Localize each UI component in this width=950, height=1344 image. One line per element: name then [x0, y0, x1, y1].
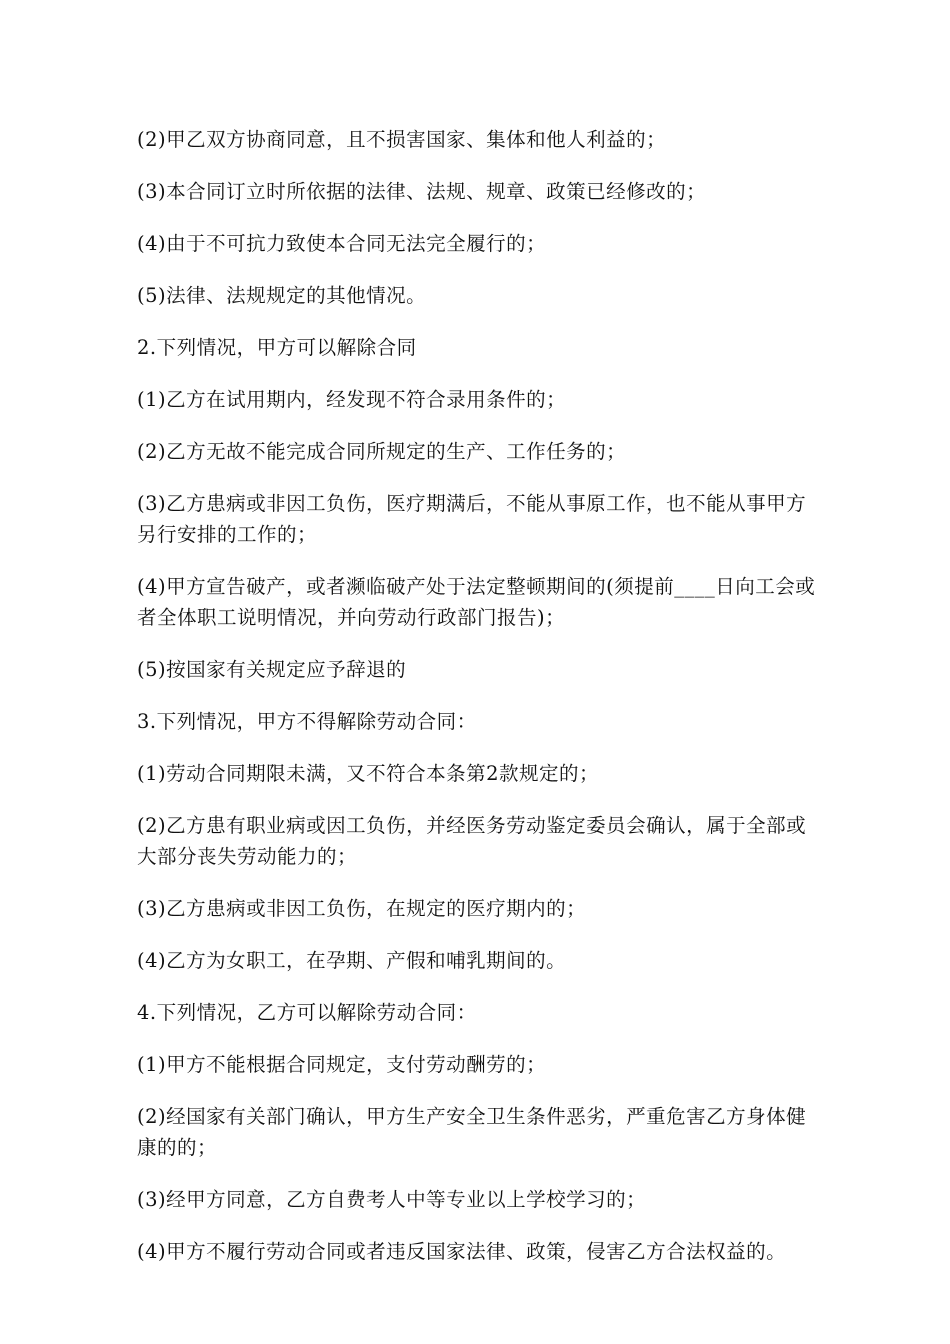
paragraph-clause-2-5: (5)按国家有关规定应予辞退的	[137, 658, 407, 681]
section-heading-4: 4.下列情况，乙方可以解除劳动合同：	[137, 1001, 477, 1024]
paragraph-clause-4-3: (3)经甲方同意，乙方自费考人中等专业以上学校学习的；	[137, 1188, 647, 1211]
paragraph-clause-1-5: (5)法律、法规规定的其他情况。	[137, 284, 427, 307]
paragraph-clause-2-3: (3)乙方患病或非因工负伤，医疗期满后，不能从事原工作，也不能从事甲方另行安排的工作的；	[137, 492, 807, 546]
paragraph-clause-4-2: (2)经国家有关部门确认，甲方生产安全卫生条件恶劣，严重危害乙方身体健康的的；	[137, 1105, 807, 1159]
paragraph-clause-2-2: (2)乙方无故不能完成合同所规定的生产、工作任务的；	[137, 440, 627, 463]
paragraph-clause-1-2: (2)甲乙双方协商同意，且不损害国家、集体和他人利益的；	[137, 128, 667, 151]
paragraph-clause-2-1: (1)乙方在试用期内，经发现不符合录用条件的；	[137, 388, 567, 411]
paragraph-clause-3-1: (1)劳动合同期限未满，又不符合本条第2款规定的；	[137, 762, 600, 785]
document-body	[137, 124, 817, 1288]
paragraph-clause-2-4: (4)甲方宣告破产，或者濒临破产处于法定整顿期间的(须提前____日向工会或者全体职工说明情况，并向劳动行政部门报告)；	[137, 575, 816, 629]
paragraph-clause-3-3: (3)乙方患病或非因工负伤，在规定的医疗期内的；	[137, 897, 587, 920]
paragraph-clause-4-4: (4)甲方不履行劳动合同或者违反国家法律、政策，侵害乙方合法权益的。	[137, 1240, 787, 1263]
paragraph-clause-4-1: (1)甲方不能根据合同规定，支付劳动酬劳的；	[137, 1053, 547, 1076]
paragraph-clause-1-3: (3)本合同订立时所依据的法律、法规、规章、政策已经修改的；	[137, 180, 707, 203]
paragraph-clause-1-4: (4)由于不可抗力致使本合同无法完全履行的；	[137, 232, 547, 255]
paragraph-clause-3-2: (2)乙方患有职业病或因工负伤，并经医务劳动鉴定委员会确认，属于全部或大部分丧失劳动能力的；	[137, 814, 807, 868]
section-heading-3: 3.下列情况，甲方不得解除劳动合同：	[137, 710, 477, 733]
paragraph-clause-3-4: (4)乙方为女职工，在孕期、产假和哺乳期间的。	[137, 949, 567, 972]
section-heading-2: 2.下列情况，甲方可以解除合同	[137, 336, 417, 359]
